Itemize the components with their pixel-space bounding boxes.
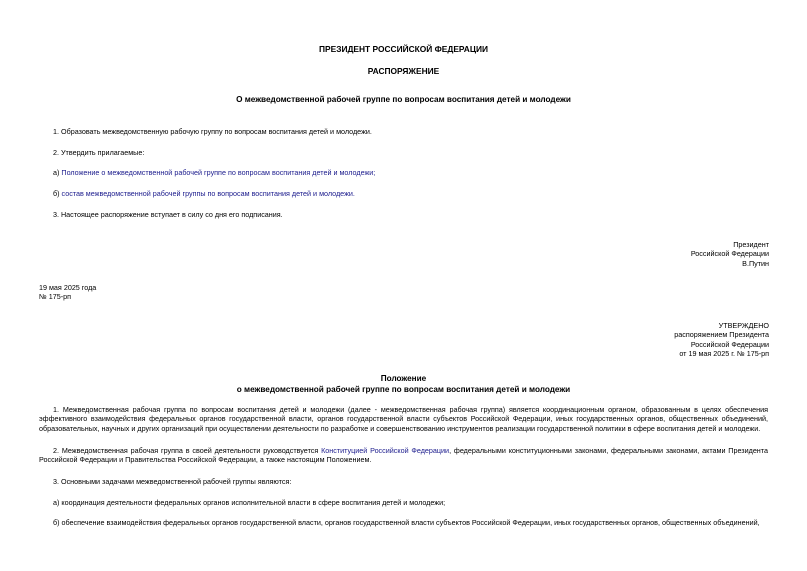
order-item-2b-prefix: б) [53,189,60,198]
document-number: № 175-рп [39,292,71,302]
order-item-2a-prefix: а) [53,168,60,177]
approval-line-3: Российской Федерации [690,339,769,349]
order-item-3: 3. Настоящее распоряжение вступает в силу со дня его подписания. [53,210,283,219]
regulation-title: Положение [380,374,427,383]
order-item-2a [53,168,375,177]
signature-line-3: В.Путин [742,258,769,268]
regulation-link[interactable]: Положение о межведомственной рабочей группе по вопросам воспитания детей и молодежи; [61,168,376,177]
signature-line-2: Российской Федерации [690,249,769,259]
regulation-item-3: 3. Основными задачами межведомственной рабочей группы являются: [53,477,292,486]
signature-line-1: Президент [733,240,769,249]
authority-heading: ПРЕЗИДЕНТ РОССИЙСКОЙ ФЕДЕРАЦИИ [319,44,488,54]
approval-line-2: распоряжением Президента [674,330,769,340]
document-title: О межведомственной рабочей группе по вопросам воспитания детей и молодежи [236,95,571,104]
approval-line-4: от 19 мая 2025 г. № 175-рп [679,349,769,359]
signature-block [569,240,769,268]
regulation-item-2-text-after: , федеральными конституционными законами, федеральными законами, актами Президента Российской Федерации и Правительства Российской Федерации, а также настоящим Положением. [39,446,768,465]
regulation-item-2-text-before: 2. Межведомственная рабочая группа в своей деятельности руководствуется [53,446,322,455]
document-meta [39,283,96,302]
document-date: 19 мая 2025 года [39,283,97,292]
approval-line-1: УТВЕРЖДЕНО [718,321,769,330]
composition-link[interactable]: состав межведомственной рабочей группы по вопросам воспитания детей и молодежи. [61,189,355,198]
regulation-item-3b: б) обеспечение взаимодействия федеральных органов государственной власти, органов государственной власти субъектов Российской Федерации, иных государственных органов, общественных объединений, [53,518,760,527]
doc-type-heading: РАСПОРЯЖЕНИЕ [367,66,440,76]
order-item-2b [53,189,355,198]
regulation-subtitle: о межведомственной рабочей группе по вопросам воспитания детей и молодежи [236,385,571,394]
regulation-item-1: 1. Межведомственная рабочая группа по вопросам воспитания детей и молодежи (далее - межведомственная рабочая группа) является координационным органом, образованным в целях обеспечения эффективного взаимодействия федеральных органов государственной власти, органов государственной власти субъектов Российской Федерации, иных государственных органов, общественных объединений, образовательных, научных и других организаций при осуществлении деятельности по разработке и совершенствованию инструментов реализации государственной политики в сфере воспитания детей и молодежи. [39,405,768,433]
constitution-link[interactable]: Конституцией Российской Федерации [321,446,450,455]
regulation-item-2 [39,446,768,465]
approval-stamp [549,321,769,358]
regulation-item-3a: а) координация деятельности федеральных органов исполнительной власти в сфере воспитания детей и молодежи; [53,498,446,507]
order-item-1: 1. Образовать межведомственную рабочую группу по вопросам воспитания детей и молодежи. [53,127,372,136]
order-item-2: 2. Утвердить прилагаемые: [53,148,145,157]
